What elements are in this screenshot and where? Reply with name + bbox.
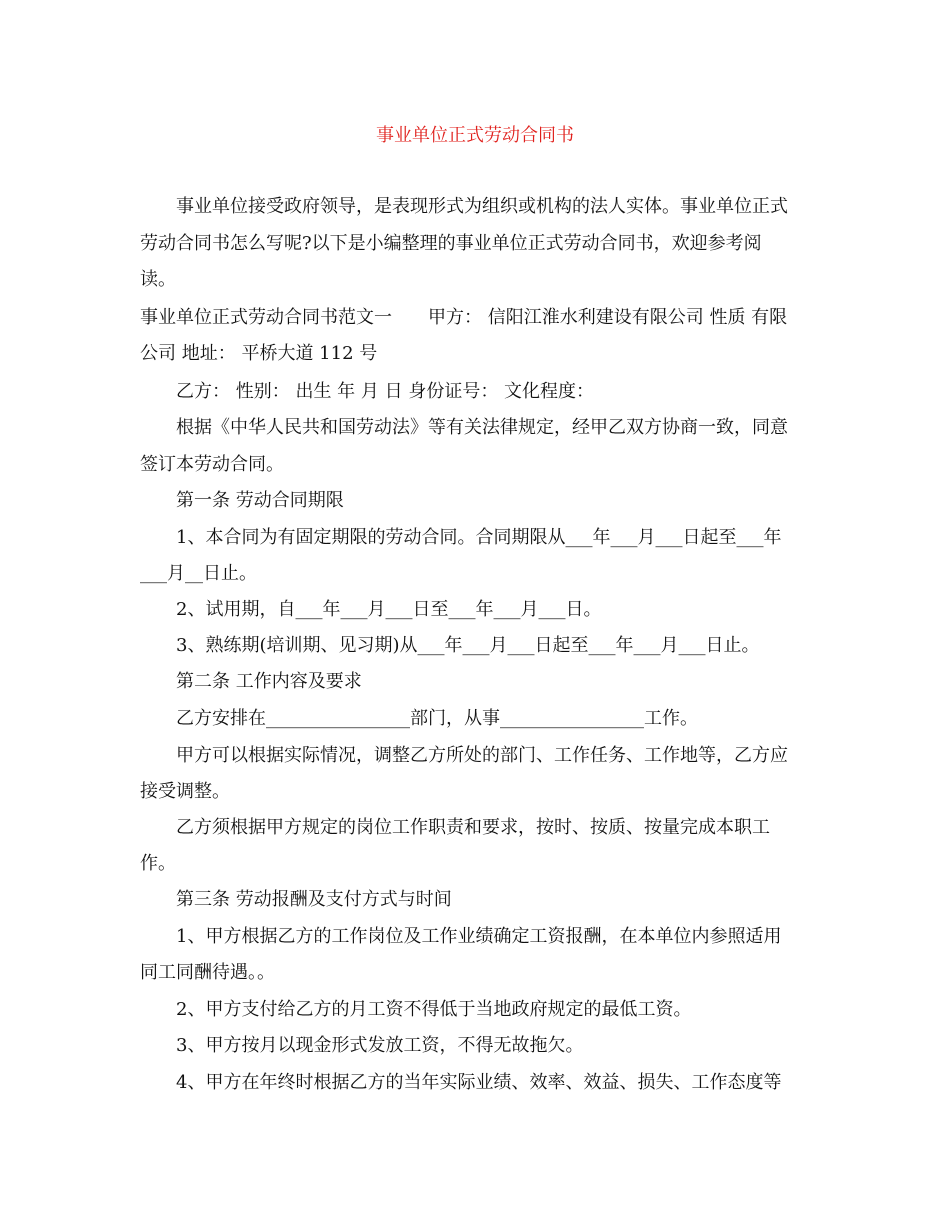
- article-2-adjust-line-1: 甲方可以根据实际情况，调整乙方所处的部门、工作任务、工作地等，乙方应: [176, 745, 788, 766]
- paragraph-intro-line-2: 劳动合同书怎么写呢?以下是小编整理的事业单位正式劳动合同书，欢迎参考阅: [140, 233, 762, 254]
- article-3-item-1-line-1: 1、甲方根据乙方的工作岗位及工作业绩确定工资报酬，在本单位内参照适用: [176, 926, 782, 947]
- article-3-item-3: 3、甲方按月以现金形式发放工资，不得无故拖欠。: [176, 1035, 584, 1056]
- article-1-item-1-line-2: ___月__日止。: [140, 563, 257, 584]
- document-title: 事业单位正式劳动合同书: [376, 125, 574, 146]
- article-3-heading: 第三条 劳动报酬及支付方式与时间: [176, 889, 452, 910]
- article-3-item-1-line-2: 同工同酬待遇。。: [140, 962, 275, 983]
- article-2-duty-line-2: 作。: [140, 853, 176, 874]
- basis-line-1: 根据《中华人民共和国劳动法》等有关法律规定，经甲乙双方协商一致，同意: [176, 417, 788, 438]
- article-2-duty-line-1: 乙方须根据甲方规定的岗位工作职责和要求，按时、按质、按量完成本职工: [176, 817, 770, 838]
- article-3-item-4-line-1: 4、甲方在年终时根据乙方的当年实际业绩、效率、效益、损失、工作态度等: [176, 1072, 782, 1093]
- article-2-adjust-line-2: 接受调整。: [140, 781, 230, 802]
- article-3-item-2: 2、甲方支付给乙方的月工资不得低于当地政府规定的最低工资。: [176, 999, 692, 1020]
- paragraph-intro-line-3: 读。: [140, 269, 176, 290]
- party-a-line-2: 公司 地址： 平桥大道 112 号: [140, 343, 378, 364]
- article-2-assignment: 乙方安排在________________部门，从事________________工作。: [176, 708, 698, 729]
- article-1-item-2: 2、试用期，自___年___月___日至___年___月___日。: [176, 599, 602, 620]
- article-1-heading: 第一条 劳动合同期限: [176, 490, 344, 511]
- paragraph-intro-line-1: 事业单位接受政府领导，是表现形式为组织或机构的法人实体。事业单位正式: [176, 196, 788, 217]
- party-b-line: 乙方： 性别： 出生 年 月 日 身份证号： 文化程度：: [176, 381, 595, 402]
- party-a-line-1: 事业单位正式劳动合同书范文一 甲方： 信阳江淮水利建设有限公司 性质 有限: [140, 307, 788, 328]
- article-2-heading: 第二条 工作内容及要求: [176, 671, 362, 692]
- basis-line-2: 签订本劳动合同。: [140, 454, 284, 475]
- article-1-item-1-line-1: 1、本合同为有固定期限的劳动合同。合同期限从___年___月___日起至___年: [176, 527, 782, 548]
- article-1-item-3: 3、熟练期(培训期、见习期)从___年___月___日起至___年___月___日止。: [176, 635, 760, 656]
